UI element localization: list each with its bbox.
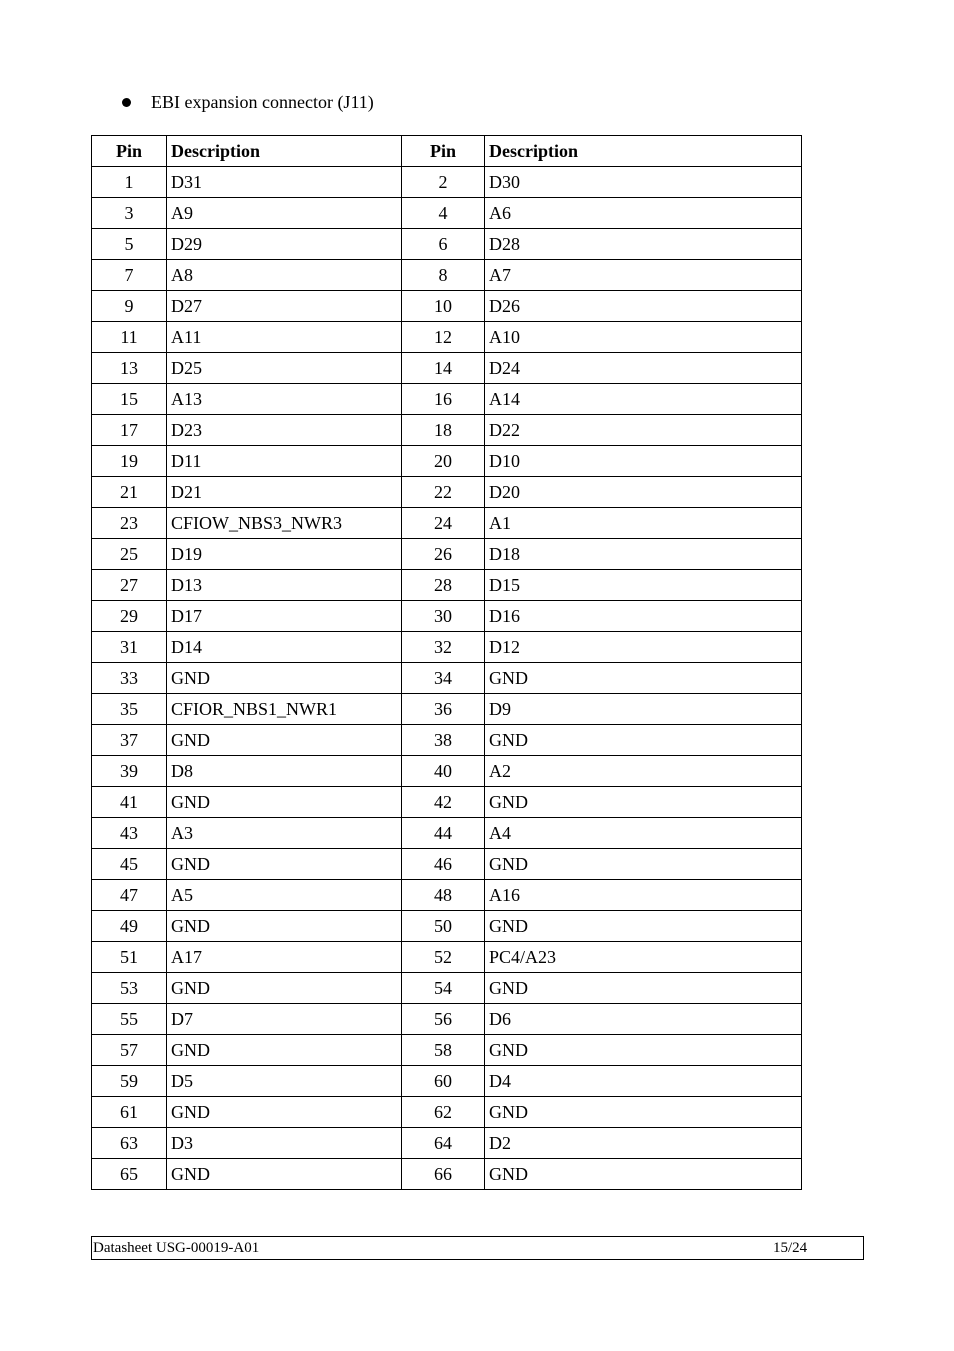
pin-description-left: GND bbox=[167, 973, 402, 1004]
pin-number-left: 47 bbox=[92, 880, 167, 911]
table-header-row bbox=[92, 136, 802, 167]
pin-number-left: 43 bbox=[92, 818, 167, 849]
table-row bbox=[92, 1097, 802, 1128]
pin-number-left: 25 bbox=[92, 539, 167, 570]
pin-number-left: 15 bbox=[92, 384, 167, 415]
pin-number-right: 26 bbox=[402, 539, 485, 570]
pin-description-right: PC4/A23 bbox=[485, 942, 802, 973]
pin-description-right: GND bbox=[485, 663, 802, 694]
pin-description-right: A4 bbox=[485, 818, 802, 849]
pin-description-right: GND bbox=[485, 1159, 802, 1190]
pin-description-left: D17 bbox=[167, 601, 402, 632]
pin-number-right: 46 bbox=[402, 849, 485, 880]
pin-number-left: 31 bbox=[92, 632, 167, 663]
pin-number-right: 18 bbox=[402, 415, 485, 446]
pin-description-right: D10 bbox=[485, 446, 802, 477]
table-row bbox=[92, 508, 802, 539]
pin-number-right: 40 bbox=[402, 756, 485, 787]
pin-number-left: 19 bbox=[92, 446, 167, 477]
pin-number-left: 29 bbox=[92, 601, 167, 632]
pin-description-right: D18 bbox=[485, 539, 802, 570]
pin-description-left: D19 bbox=[167, 539, 402, 570]
table-row bbox=[92, 291, 802, 322]
pin-description-left: D11 bbox=[167, 446, 402, 477]
pin-number-left: 45 bbox=[92, 849, 167, 880]
pin-description-right: A6 bbox=[485, 198, 802, 229]
pin-description-left: GND bbox=[167, 725, 402, 756]
table-row bbox=[92, 198, 802, 229]
pin-number-left: 49 bbox=[92, 911, 167, 942]
footer-page-number: 15/24 bbox=[773, 1240, 808, 1256]
pin-number-left: 51 bbox=[92, 942, 167, 973]
pin-description-left: D31 bbox=[167, 167, 402, 198]
pin-description-left: GND bbox=[167, 1097, 402, 1128]
pin-number-left: 53 bbox=[92, 973, 167, 1004]
pin-description-left: D14 bbox=[167, 632, 402, 663]
pin-description-right: D16 bbox=[485, 601, 802, 632]
pin-number-right: 32 bbox=[402, 632, 485, 663]
pin-description-left: A17 bbox=[167, 942, 402, 973]
pin-number-right: 56 bbox=[402, 1004, 485, 1035]
table-row bbox=[92, 570, 802, 601]
pin-description-left: GND bbox=[167, 849, 402, 880]
pin-number-left: 21 bbox=[92, 477, 167, 508]
pin-number-right: 58 bbox=[402, 1035, 485, 1066]
pin-number-right: 50 bbox=[402, 911, 485, 942]
pin-description-left: D21 bbox=[167, 477, 402, 508]
pin-number-right: 2 bbox=[402, 167, 485, 198]
pin-description-right: D9 bbox=[485, 694, 802, 725]
pin-description-left: CFIOR_NBS1_NWR1 bbox=[167, 694, 402, 725]
table-row bbox=[92, 849, 802, 880]
pin-description-right: A7 bbox=[485, 260, 802, 291]
table-row bbox=[92, 663, 802, 694]
section-heading: EBI expansion connector (J11) bbox=[151, 91, 374, 112]
pin-description-right: GND bbox=[485, 1035, 802, 1066]
table-row bbox=[92, 167, 802, 198]
pin-number-right: 44 bbox=[402, 818, 485, 849]
header-description-left: Description bbox=[167, 136, 402, 167]
table-row bbox=[92, 942, 802, 973]
table-row bbox=[92, 756, 802, 787]
pin-number-left: 59 bbox=[92, 1066, 167, 1097]
pin-number-right: 48 bbox=[402, 880, 485, 911]
table-row bbox=[92, 353, 802, 384]
pin-number-left: 3 bbox=[92, 198, 167, 229]
pin-number-left: 33 bbox=[92, 663, 167, 694]
table-row bbox=[92, 260, 802, 291]
pin-number-right: 8 bbox=[402, 260, 485, 291]
pin-description-right: D28 bbox=[485, 229, 802, 260]
pin-description-left: A5 bbox=[167, 880, 402, 911]
table-row bbox=[92, 229, 802, 260]
table-row bbox=[92, 384, 802, 415]
pin-description-right: D6 bbox=[485, 1004, 802, 1035]
pin-description-right: A14 bbox=[485, 384, 802, 415]
pin-description-left: D13 bbox=[167, 570, 402, 601]
pin-description-right: A10 bbox=[485, 322, 802, 353]
pin-number-right: 28 bbox=[402, 570, 485, 601]
table-row bbox=[92, 911, 802, 942]
table-row bbox=[92, 477, 802, 508]
pin-number-left: 65 bbox=[92, 1159, 167, 1190]
pin-description-right: D22 bbox=[485, 415, 802, 446]
pin-number-right: 60 bbox=[402, 1066, 485, 1097]
pin-number-right: 52 bbox=[402, 942, 485, 973]
pin-number-right: 66 bbox=[402, 1159, 485, 1190]
table-row bbox=[92, 415, 802, 446]
pin-description-right: A2 bbox=[485, 756, 802, 787]
pin-number-right: 54 bbox=[402, 973, 485, 1004]
table-row bbox=[92, 632, 802, 663]
pin-description-right: D26 bbox=[485, 291, 802, 322]
pin-description-left: D27 bbox=[167, 291, 402, 322]
pin-description-right: D15 bbox=[485, 570, 802, 601]
pin-number-left: 17 bbox=[92, 415, 167, 446]
table-row bbox=[92, 1066, 802, 1097]
pin-number-left: 1 bbox=[92, 167, 167, 198]
pin-number-right: 16 bbox=[402, 384, 485, 415]
pin-description-left: D5 bbox=[167, 1066, 402, 1097]
pin-description-left: A13 bbox=[167, 384, 402, 415]
pin-description-left: D7 bbox=[167, 1004, 402, 1035]
pin-table-body bbox=[92, 167, 802, 1190]
pin-description-left: GND bbox=[167, 787, 402, 818]
pin-description-left: A11 bbox=[167, 322, 402, 353]
pin-description-left: GND bbox=[167, 911, 402, 942]
pin-number-left: 9 bbox=[92, 291, 167, 322]
table-row bbox=[92, 1128, 802, 1159]
pin-description-right: D2 bbox=[485, 1128, 802, 1159]
pin-description-left: A8 bbox=[167, 260, 402, 291]
pin-description-right: GND bbox=[485, 911, 802, 942]
table-row bbox=[92, 601, 802, 632]
pin-number-right: 34 bbox=[402, 663, 485, 694]
pin-description-right: GND bbox=[485, 849, 802, 880]
pin-number-left: 39 bbox=[92, 756, 167, 787]
pin-number-left: 61 bbox=[92, 1097, 167, 1128]
pin-description-right: GND bbox=[485, 787, 802, 818]
table-row bbox=[92, 694, 802, 725]
pin-number-right: 22 bbox=[402, 477, 485, 508]
pin-number-left: 57 bbox=[92, 1035, 167, 1066]
pin-table bbox=[91, 135, 802, 1190]
pin-number-right: 20 bbox=[402, 446, 485, 477]
pin-number-right: 64 bbox=[402, 1128, 485, 1159]
bullet-dot-icon bbox=[122, 98, 131, 107]
pin-number-left: 63 bbox=[92, 1128, 167, 1159]
table-row bbox=[92, 973, 802, 1004]
table-row bbox=[92, 787, 802, 818]
table-row bbox=[92, 322, 802, 353]
pin-description-left: D25 bbox=[167, 353, 402, 384]
pin-description-left: D29 bbox=[167, 229, 402, 260]
pin-description-right: D12 bbox=[485, 632, 802, 663]
pin-number-left: 35 bbox=[92, 694, 167, 725]
pin-number-left: 55 bbox=[92, 1004, 167, 1035]
pin-number-right: 42 bbox=[402, 787, 485, 818]
pin-description-right: D24 bbox=[485, 353, 802, 384]
pin-description-left: GND bbox=[167, 1035, 402, 1066]
pin-description-left: GND bbox=[167, 1159, 402, 1190]
table-row bbox=[92, 1159, 802, 1190]
pin-number-right: 38 bbox=[402, 725, 485, 756]
table-row bbox=[92, 818, 802, 849]
table-row bbox=[92, 880, 802, 911]
pin-description-right: GND bbox=[485, 725, 802, 756]
pin-number-right: 62 bbox=[402, 1097, 485, 1128]
pin-description-right: D20 bbox=[485, 477, 802, 508]
header-pin-left: Pin bbox=[92, 136, 167, 167]
pin-number-left: 13 bbox=[92, 353, 167, 384]
pin-description-left: D23 bbox=[167, 415, 402, 446]
pin-number-right: 10 bbox=[402, 291, 485, 322]
pin-description-left: CFIOW_NBS3_NWR3 bbox=[167, 508, 402, 539]
pin-description-right: GND bbox=[485, 1097, 802, 1128]
section-bullet bbox=[120, 90, 374, 114]
page-footer bbox=[91, 1236, 864, 1260]
pin-description-right: A16 bbox=[485, 880, 802, 911]
pin-number-left: 23 bbox=[92, 508, 167, 539]
pin-description-right: D30 bbox=[485, 167, 802, 198]
table-row bbox=[92, 1004, 802, 1035]
pin-number-right: 24 bbox=[402, 508, 485, 539]
pin-number-right: 36 bbox=[402, 694, 485, 725]
table-row bbox=[92, 725, 802, 756]
pin-description-left: A9 bbox=[167, 198, 402, 229]
header-pin-right: Pin bbox=[402, 136, 485, 167]
pin-number-right: 14 bbox=[402, 353, 485, 384]
pin-number-left: 37 bbox=[92, 725, 167, 756]
pin-number-left: 27 bbox=[92, 570, 167, 601]
pin-description-right: GND bbox=[485, 973, 802, 1004]
pin-description-left: A3 bbox=[167, 818, 402, 849]
pin-number-right: 4 bbox=[402, 198, 485, 229]
header-description-right: Description bbox=[485, 136, 802, 167]
pin-number-left: 7 bbox=[92, 260, 167, 291]
table-row bbox=[92, 1035, 802, 1066]
pin-number-left: 11 bbox=[92, 322, 167, 353]
pin-number-left: 41 bbox=[92, 787, 167, 818]
pin-description-left: GND bbox=[167, 663, 402, 694]
pin-number-right: 6 bbox=[402, 229, 485, 260]
pin-number-right: 30 bbox=[402, 601, 485, 632]
pin-number-left: 5 bbox=[92, 229, 167, 260]
pin-description-right: A1 bbox=[485, 508, 802, 539]
pin-description-left: D3 bbox=[167, 1128, 402, 1159]
footer-document-id: Datasheet USG-00019-A01 bbox=[93, 1240, 260, 1256]
table-row bbox=[92, 539, 802, 570]
pin-description-right: D4 bbox=[485, 1066, 802, 1097]
pin-number-right: 12 bbox=[402, 322, 485, 353]
table-row bbox=[92, 446, 802, 477]
pin-description-left: D8 bbox=[167, 756, 402, 787]
